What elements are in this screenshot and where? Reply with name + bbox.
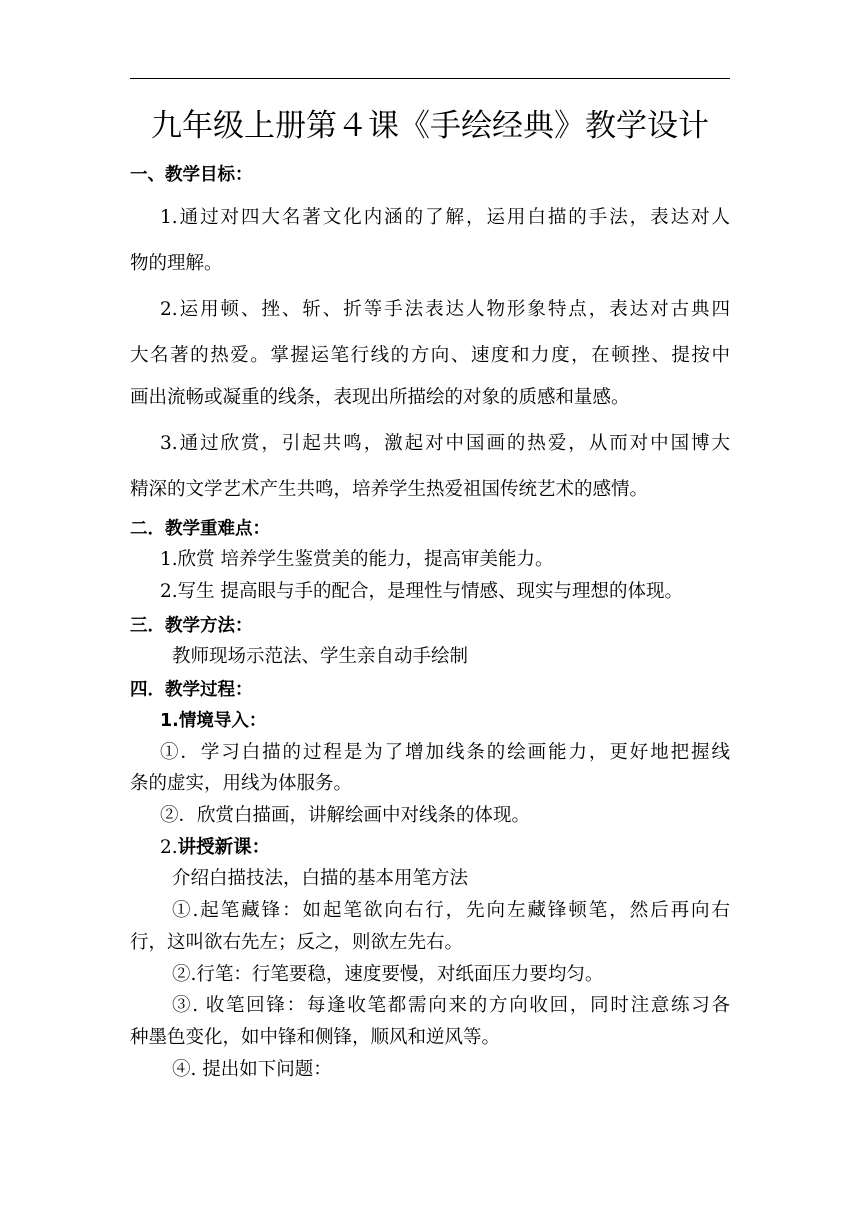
key-point-2: 2.写生 提高眼与手的配合，是理性与情感、现实与理想的体现。: [160, 581, 684, 602]
step-1-line-2: 行，这叫欲右先左；反之，则欲左先右。: [130, 932, 464, 953]
section-heading-key-points: 二．教学重难点：: [130, 519, 270, 539]
technique-intro: 介绍白描技法，白描的基本用笔方法: [172, 868, 469, 889]
section-heading-objectives: 一、教学目标：: [130, 165, 253, 185]
objective-1-line-2: 物的理解。: [130, 253, 223, 274]
step-3-line-1: ③. 收笔回锋：每逢收笔都需向来的方向收回，同时注意练习各: [172, 995, 730, 1016]
intro-item-1-line-2: 条的虚实，用线为体服务。: [130, 773, 353, 794]
step-3-line-2: 种墨色变化，如中锋和侧锋，顺风和逆风等。: [130, 1027, 501, 1048]
document-title: 九年级上册第４课《手绘经典》教学设计: [151, 108, 709, 144]
subheading-situation-intro: 1.情境导入：: [160, 711, 267, 731]
objective-2-line-3: 画出流畅或凝重的线条，表现出所描绘的对象的质感和量感。: [130, 387, 630, 408]
subheading-new-lesson-label: 讲授新课：: [177, 837, 271, 858]
objective-1-line-1: 1.通过对四大名著文化内涵的了解，运用白描的手法，表达对人: [160, 207, 730, 228]
objective-2-line-2: 大名著的热爱。掌握运笔行线的方向、速度和力度，在顿挫、提按中: [130, 345, 730, 366]
step-2: ②.行笔：行笔要稳，速度要慢，对纸面压力要均匀。: [172, 964, 604, 985]
intro-item-2: ②．欣赏白描画，讲解绘画中对线条的体现。: [160, 805, 531, 826]
subheading-new-lesson: [160, 835, 730, 861]
key-point-1: 1.欣赏 培养学生鉴赏美的能力，提高审美能力。: [160, 549, 554, 570]
section-heading-methods: 三．教学方法：: [130, 616, 253, 636]
top-rule: [130, 78, 730, 79]
intro-item-1-line-1: ①．学习白描的过程是为了增加线条的绘画能力，更好地把握线: [160, 742, 730, 763]
objective-2-line-1: 2.运用顿、挫、斩、折等手法表达人物形象特点，表达对古典四: [160, 299, 730, 320]
objective-3-line-2: 精深的文学艺术产生共鸣，培养学生热爱祖国传统艺术的感情。: [130, 479, 649, 500]
objective-3-line-1: 3.通过欣赏，引起共鸣，激起对中国画的热爱，从而对中国博大: [160, 433, 730, 454]
methods-text: 教师现场示范法、学生亲自动手绘制: [172, 646, 469, 667]
subheading-new-lesson-number: 2.: [160, 837, 178, 858]
section-heading-process: 四．教学过程：: [130, 680, 253, 700]
step-1-line-1: ①.起笔藏锋：如起笔欲向右行，先向左藏锋顿笔，然后再向右: [172, 900, 730, 921]
step-4: ④. 提出如下问题：: [172, 1059, 332, 1080]
